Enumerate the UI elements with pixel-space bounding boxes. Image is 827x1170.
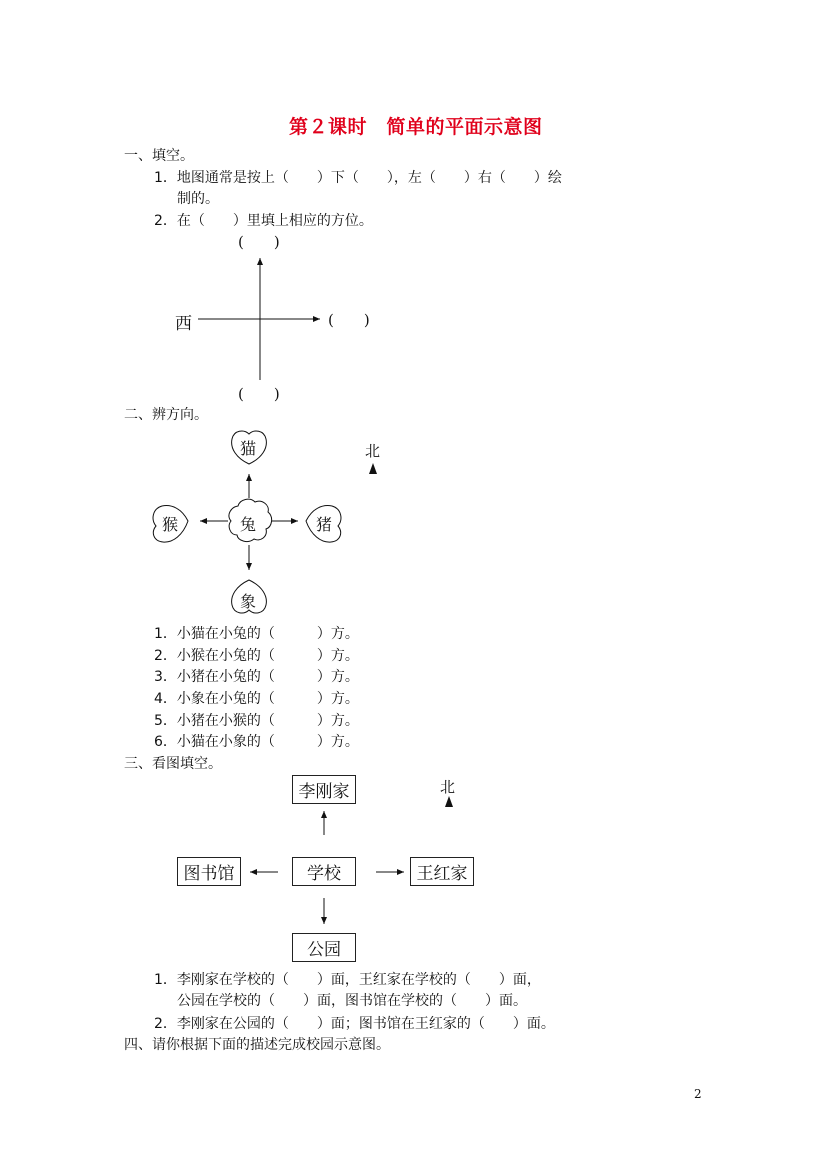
north-label-1: 北 xyxy=(365,442,381,460)
s3-q2: 2．李刚家在公园的（ ）面；图书馆在王红家的（ ）面。 xyxy=(154,1016,555,1032)
section-3-heading: 三、看图填空。 xyxy=(124,756,222,772)
section-2-heading: 二、辨方向。 xyxy=(124,407,208,423)
north-arrow-2-icon xyxy=(445,796,453,807)
s2-q4: 4．小象在小兔的（ ）方。 xyxy=(154,691,359,707)
s2-q2: 2．小猴在小兔的（ ）方。 xyxy=(154,648,359,664)
compass-right-blank: ( ) xyxy=(328,311,370,329)
map-box-li: 李刚家 xyxy=(292,775,356,804)
s2-q5: 5．小猪在小猴的（ ）方。 xyxy=(154,713,359,729)
s1-q1-line2: 制的。 xyxy=(177,191,219,207)
s1-q2: 2．在（ ）里填上相应的方位。 xyxy=(154,213,373,229)
s2-q1: 1．小猫在小兔的（ ）方。 xyxy=(154,626,359,642)
map-box-library: 图书馆 xyxy=(177,857,241,886)
elephant-label: 象 xyxy=(240,592,257,611)
s3-q1-line1: 1．李刚家在学校的（ ）面，王红家在学校的（ ）面， xyxy=(154,972,541,988)
map-box-wang: 王红家 xyxy=(410,857,474,886)
monkey-label: 猴 xyxy=(162,515,179,534)
north-arrow-1-icon xyxy=(369,463,377,474)
map-box-school: 学校 xyxy=(292,857,356,886)
s2-q6: 6．小猫在小象的（ ）方。 xyxy=(154,734,359,750)
pig-label: 猪 xyxy=(316,515,333,534)
page-number: 2 xyxy=(694,1087,702,1101)
section-1-heading: 一、填空。 xyxy=(124,148,194,164)
compass-cross xyxy=(198,258,320,380)
page-title: 第２课时 简单的平面示意图 xyxy=(289,116,543,138)
rabbit-label: 兔 xyxy=(240,515,257,534)
north-label-2: 北 xyxy=(440,778,456,796)
s2-q3: 3．小猪在小兔的（ ）方。 xyxy=(154,669,359,685)
map-box-park: 公园 xyxy=(292,933,356,962)
compass-bottom-blank: ( ) xyxy=(238,385,280,403)
s1-q1-line1: 1．地图通常是按上（ ）下（ ），左（ ）右（ ）绘 xyxy=(154,170,562,186)
compass-top-blank: ( ) xyxy=(238,233,280,251)
s3-q1-line2: 公园在学校的（ ）面，图书馆在学校的（ ）面。 xyxy=(177,993,527,1009)
section-4-heading: 四、请你根据下面的描述完成校园示意图。 xyxy=(124,1037,390,1053)
cat-label: 猫 xyxy=(240,439,257,458)
compass-west-label: 西 xyxy=(175,314,192,334)
